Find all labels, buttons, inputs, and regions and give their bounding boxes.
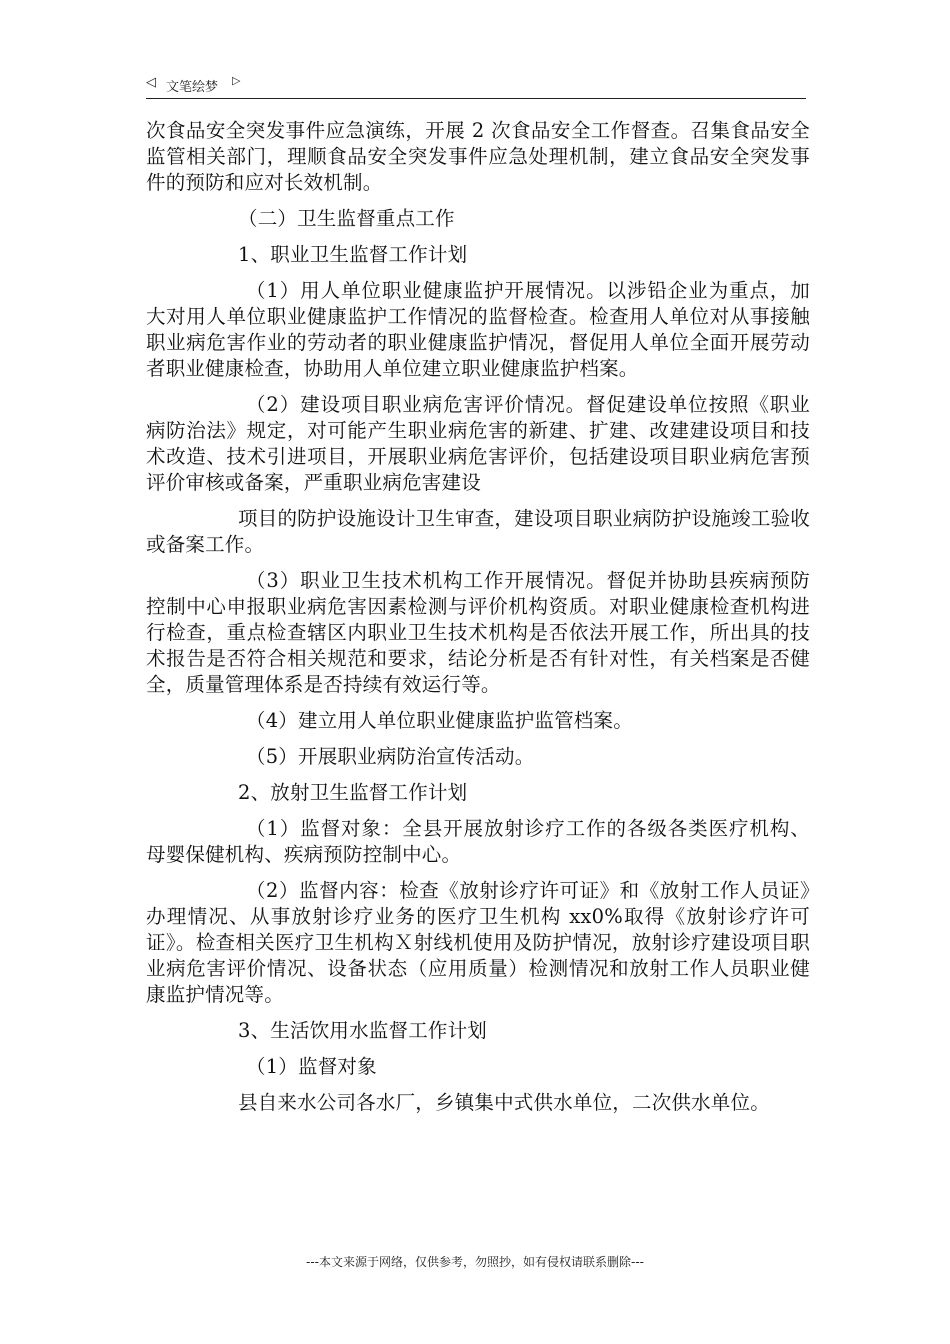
page-header bbox=[146, 72, 806, 99]
paragraph-intro: 次食品安全突发事件应急演练，开展 2 次食品安全工作督查。召集食品安全监管相关部门，理顺食品安全突发事件应急处理机制，建立食品安全突发事件的预防和应对长效机制。 bbox=[146, 119, 810, 194]
triangle-left-icon: ◁ bbox=[146, 75, 156, 90]
subsection-heading-3: 3、生活饮用水监督工作计划 bbox=[238, 1019, 488, 1042]
paragraph-item-4: （4）建立用人单位职业健康监护监管档案。 bbox=[246, 709, 633, 732]
triangle-right-icon: ▷ bbox=[232, 74, 241, 87]
subsection-heading-2: 2、放射卫生监督工作计划 bbox=[238, 781, 468, 804]
document-body bbox=[146, 118, 810, 1126]
paragraph-water-1-body: 县自来水公司各水厂，乡镇集中式供水单位，二次供水单位。 bbox=[238, 1091, 770, 1114]
page-footer: ---本文来源于网络，仅供参考，勿照抄，如有侵权请联系删除--- bbox=[306, 1255, 644, 1269]
paragraph-item-1: （1）用人单位职业健康监护开展情况。以涉铅企业为重点，加大对用人单位职业健康监护工作情况的监督检查。检查用人单位对从事接触职业病危害作业的劳动者的职业健康监护情况，督促用人单位全面开展劳动者职业健康检查，协助用人单位建立职业健康监护档案。 bbox=[146, 279, 810, 380]
section-heading-2: （二）卫生监督重点工作 bbox=[238, 207, 455, 230]
header-brand: 文笔绘梦 bbox=[166, 80, 219, 95]
paragraph-radiation-2: （2）监督内容：检查《放射诊疗许可证》和《放射工作人员证》办理情况、从事放射诊疗业务的医疗卫生机构 xx0%取得《放射诊疗许可证》。检查相关医疗卫生机构Ｘ射线机使用及防护情况，放射诊疗建设项目职业病危害评价情况、设备状态（应用质量）检测情况和放射工作人员职业健康监护情况等。 bbox=[146, 879, 810, 1006]
paragraph-item-2-cont: 项目的防护设施设计卫生审查，建设项目职业病防护设施竣工验收或备案工作。 bbox=[146, 507, 810, 556]
paragraph-radiation-1: （1）监督对象：全县开展放射诊疗工作的各级各类医疗机构、母婴保健机构、疾病预防控制中心。 bbox=[146, 817, 810, 866]
paragraph-item-5: （5）开展职业病防治宣传活动。 bbox=[246, 745, 535, 768]
paragraph-item-3: （3）职业卫生技术机构工作开展情况。督促并协助县疾病预防控制中心申报职业病危害因素检测与评价机构资质。对职业健康检查机构进行检查，重点检查辖区内职业卫生技术机构是否依法开展工作，所出具的技术报告是否符合相关规范和要求，结论分析是否有针对性，有关档案是否健全，质量管理体系是否持续有效运行等。 bbox=[146, 569, 810, 696]
subsection-heading-1: 1、职业卫生监督工作计划 bbox=[238, 243, 468, 266]
paragraph-water-1: （1）监督对象 bbox=[246, 1055, 377, 1078]
paragraph-item-2: （2）建设项目职业病危害评价情况。督促建设单位按照《职业病防治法》规定，对可能产生职业病危害的新建、扩建、改建建设项目和技术改造、技术引进项目，开展职业病危害评价，包括建设项目职业病危害预评价审核或备案，严重职业病危害建设 bbox=[146, 393, 810, 494]
